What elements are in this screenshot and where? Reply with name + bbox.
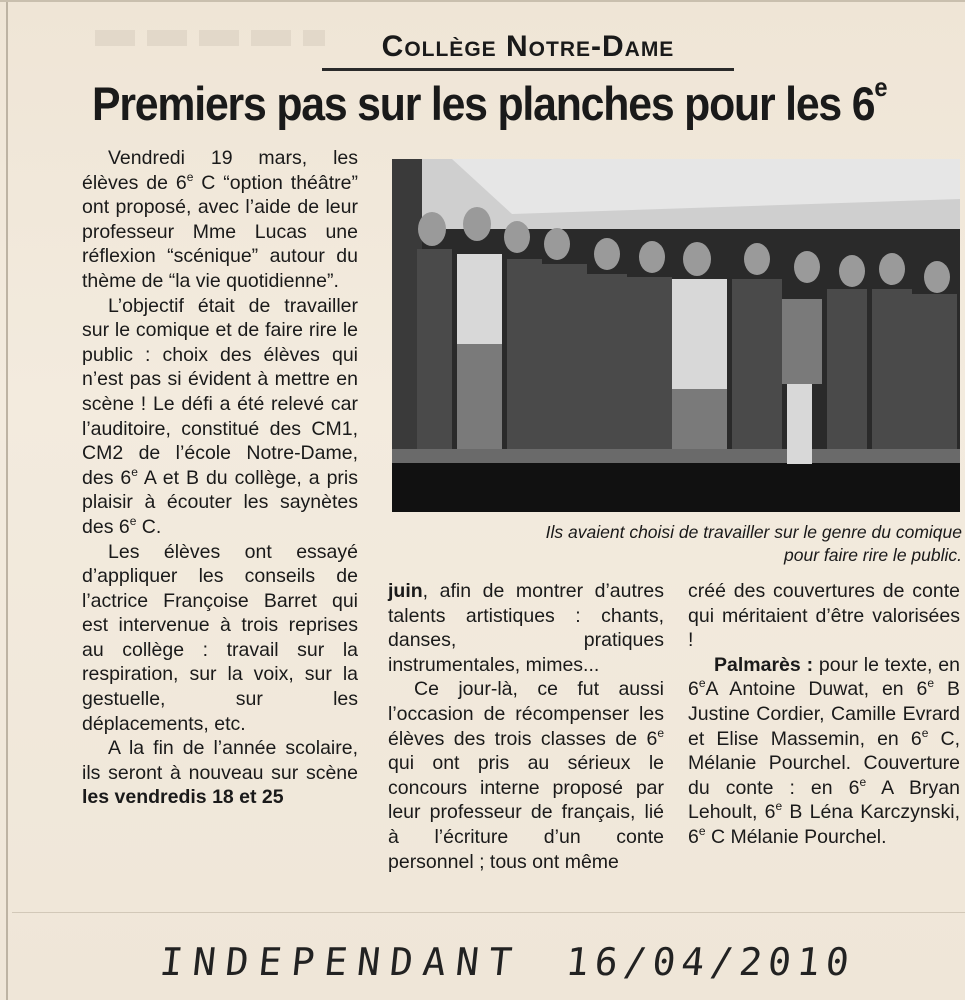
photo-caption xyxy=(390,521,962,567)
paper-edge-left xyxy=(6,0,8,1000)
article-column-2 xyxy=(388,579,664,874)
article-column-3 xyxy=(688,579,960,850)
paper-edge-top xyxy=(0,0,965,2)
paragraph: Ce jour-là, ce fut aussi l’occasion de récompenser les élèves des trois classes de 6e qui ont pris au sérieux le concours interne proposé par leur professeur de français, lié à l’écriture d’un conte personnel ; tous ont même xyxy=(388,678,664,873)
article-photo xyxy=(392,159,960,512)
section-rubric: Collège Notre-Dame xyxy=(322,28,734,71)
paragraph: L’objectif était de travailler sur le comique et de faire rire le public : choix des élèves qui n’est pas si évident à mettre en scène ! Le défi a été relevé car l’auditoire, constitué des CM1, CM2 de l’école Notre-Dame, des 6e A et B du collège, a pris plaisir à écouter les saynètes des 6e C. xyxy=(82,294,359,538)
article-headline xyxy=(92,72,887,134)
caption-line-2: pour faire rire le public. xyxy=(784,545,962,565)
stage-photo-illustration xyxy=(392,159,960,512)
clipping-bottom-edge xyxy=(12,912,965,913)
article-column-1 xyxy=(82,146,358,810)
handwritten-date: 16/04/2010 xyxy=(563,940,858,984)
paragraph: Les élèves ont essayé d’appliquer les conseils de l’actrice Françoise Barret qui est intervenue à trois reprises au collège : travail sur la respiration, sur la voix, sur la gestuelle, sur les déplacements, etc. xyxy=(82,540,358,735)
paragraph: Palmarès : pour le texte, en 6eA Antoine Duwat, en 6e B Justine Cordier, Camille Evrard et Elise Massemin, en 6e C, Mélanie Pourchel. Couverture du conte : en 6e A Bryan Lehoult, 6e B Léna Karczynski, 6e C Mélanie Pourchel. xyxy=(688,653,960,848)
bleed-through-text xyxy=(95,30,325,46)
paragraph: juin, afin de montrer d’autres talents artistiques : chants, danses, pratiques instrumentales, mimes... xyxy=(388,580,664,676)
headline-sup: e xyxy=(874,72,887,102)
caption-line-1: Ils avaient choisi de travailler sur le genre du comique xyxy=(545,522,962,542)
paragraph: créé des couvertures de conte qui méritaient d’être valorisées ! xyxy=(688,580,960,652)
headline-text: Premiers pas sur les planches pour les 6 xyxy=(92,77,875,130)
handwritten-source: INDEPENDANT xyxy=(157,940,524,984)
paragraph: Vendredi 19 mars, les élèves de 6e C “option théâtre” ont proposé, avec l’aide de leur professeur Mme Lucas une réflexion “scénique” autour du thème de “la vie quotidienne”. xyxy=(82,147,358,292)
paragraph: A la fin de l’année scolaire, ils seront à nouveau sur scène les vendredis 18 et 25 xyxy=(82,737,358,809)
